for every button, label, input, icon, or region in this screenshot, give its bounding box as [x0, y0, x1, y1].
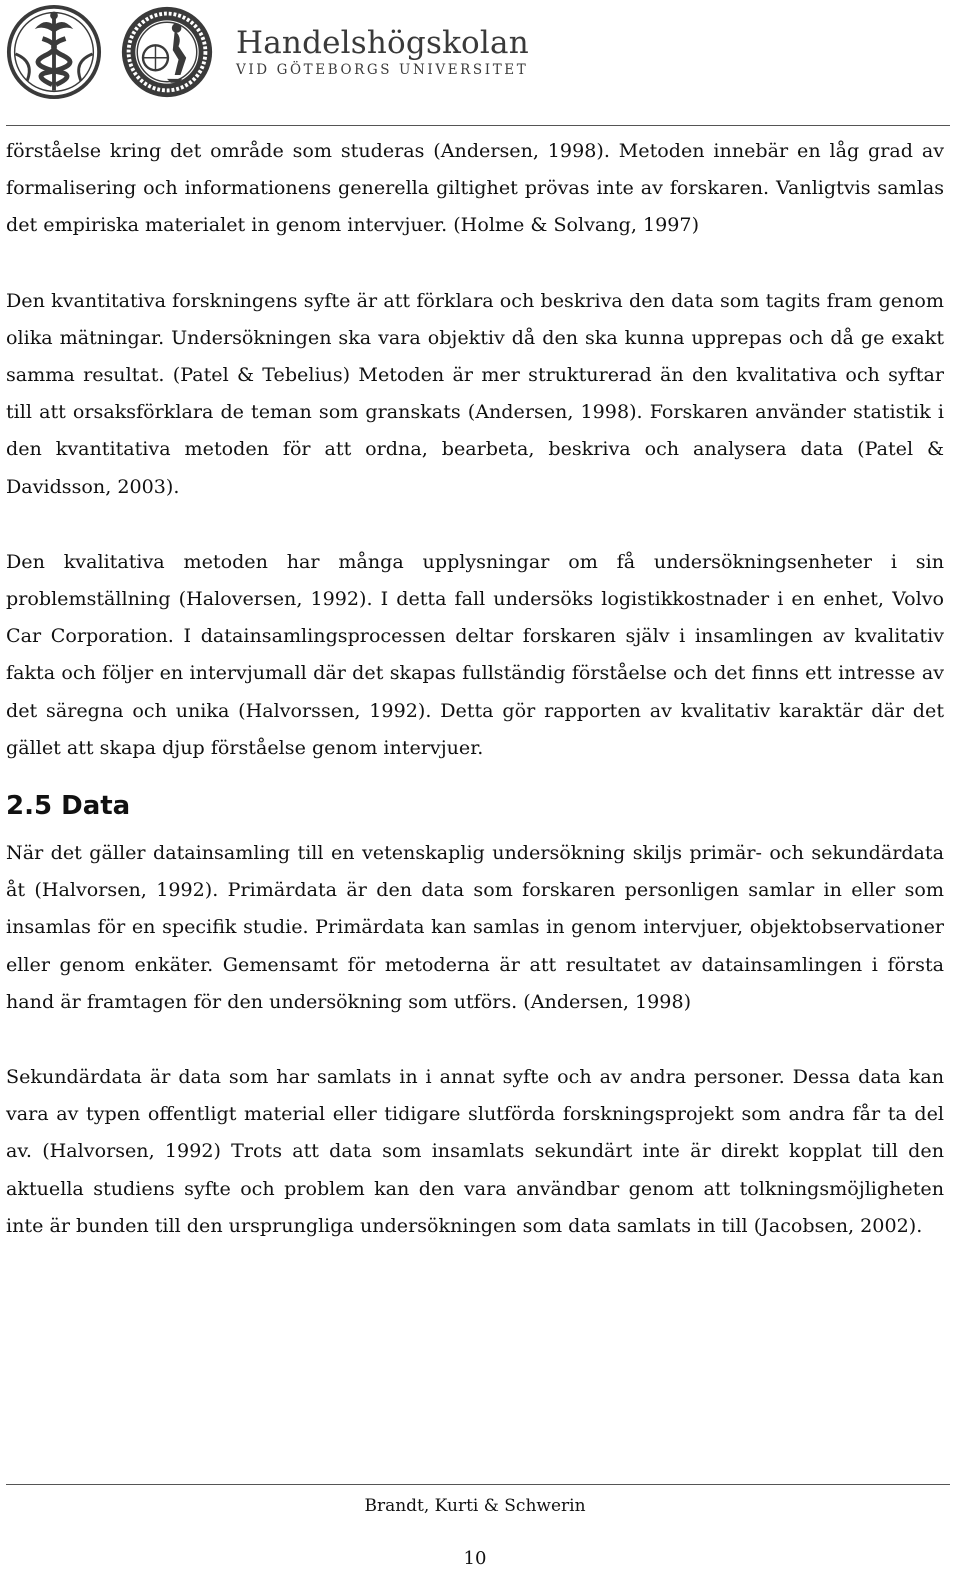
footer-authors: Brandt, Kurti & Schwerin — [364, 1496, 586, 1516]
paragraph-primary-data: När det gäller datainsamling till en vetenskaplig undersökning skiljs primär- och sekundärdata åt (Halvorsen, 1992). Primärdata är den data som forskaren personligen samlar in eller som insamlas för en specifik studie. Primärdata kan samlas in genom intervjuer, objektobservationer eller genom enkäter. Gemensamt för metoderna är att resultatet av datainsamlingen i första hand är framtagen för den undersökning som utförs. (Andersen, 1998) — [6, 841, 944, 1013]
header-divider — [6, 125, 950, 126]
page-header — [0, 0, 960, 112]
paragraph-qualitative: Den kvalitativa metoden har många upplysningar om få undersökningsenheter i sin problemställning (Haloversen, 1992). I detta fall undersöks logistikkostnader i en enhet, Volvo Car Corporation. I datainsamlingsprocessen deltar forskaren själv i insamlingen av kvalitativ fakta och följer en intervjumall där det skapas fullständig förståelse och det finns ett intresse av det säregna och unika (Halvorssen, 1992). Detta gör rapporten av kvalitativ karaktär där det gället att skapa djup förståelse genom intervjuer. — [6, 549, 944, 759]
paragraph-quantitative: Den kvantitativa forskningens syfte är att förklara och beskriva den data som tagits fram genom olika mätningar. Undersökningen ska vara objektiv då den ska kunna upprepas och då ge exakt samma resultat. (Patel & Tebelius) Metoden är mer strukturerad än den kvalitativa och syftar till att orsaksförklara de teman som granskats (Andersen, 1998). Forskaren använder statistik i den kvantitativa metoden för att ordna, bearbeta, beskriva och analysera data (Patel & Davidsson, 2003). — [6, 288, 944, 498]
paragraph-intro: förståelse kring det område som studeras (Andersen, 1998). Metoden innebär en låg grad av formalisering och informationens generella giltighet prövas inte av forskaren. Vanligtvis samlas det empiriska materialet in genom intervjuer. (Holme & Solvang, 1997) — [6, 139, 944, 237]
brand — [236, 26, 529, 78]
brand-subtitle: VID GÖTEBORGS UNIVERSITET — [236, 62, 529, 78]
paragraph-secondary-data: Sekundärdata är data som har samlats in i annat syfte och av andra personer. Dessa data kan vara av typen offentligt material eller tidigare slutförda forskningsprojekt som andra får ta del av. (Halvorsen, 1992) Trots att data som insamlats sekundärt inte är direkt kopplat till den aktuella studiens syfte och problem kan den vara användbar genom att tolkningsmöjligheten inte är bunden till den ursprungliga undersökningen som data samlats in till (Jacobsen, 2002). — [6, 1065, 944, 1237]
footer-divider — [6, 1484, 950, 1485]
section-heading: 2.5 Data — [6, 791, 131, 822]
page-number: 10 — [463, 1548, 487, 1569]
page-body — [6, 132, 944, 1244]
caduceus-logo-icon — [6, 2, 102, 102]
university-seal-icon — [119, 2, 215, 102]
brand-name: Handelshögskolan — [236, 25, 529, 61]
